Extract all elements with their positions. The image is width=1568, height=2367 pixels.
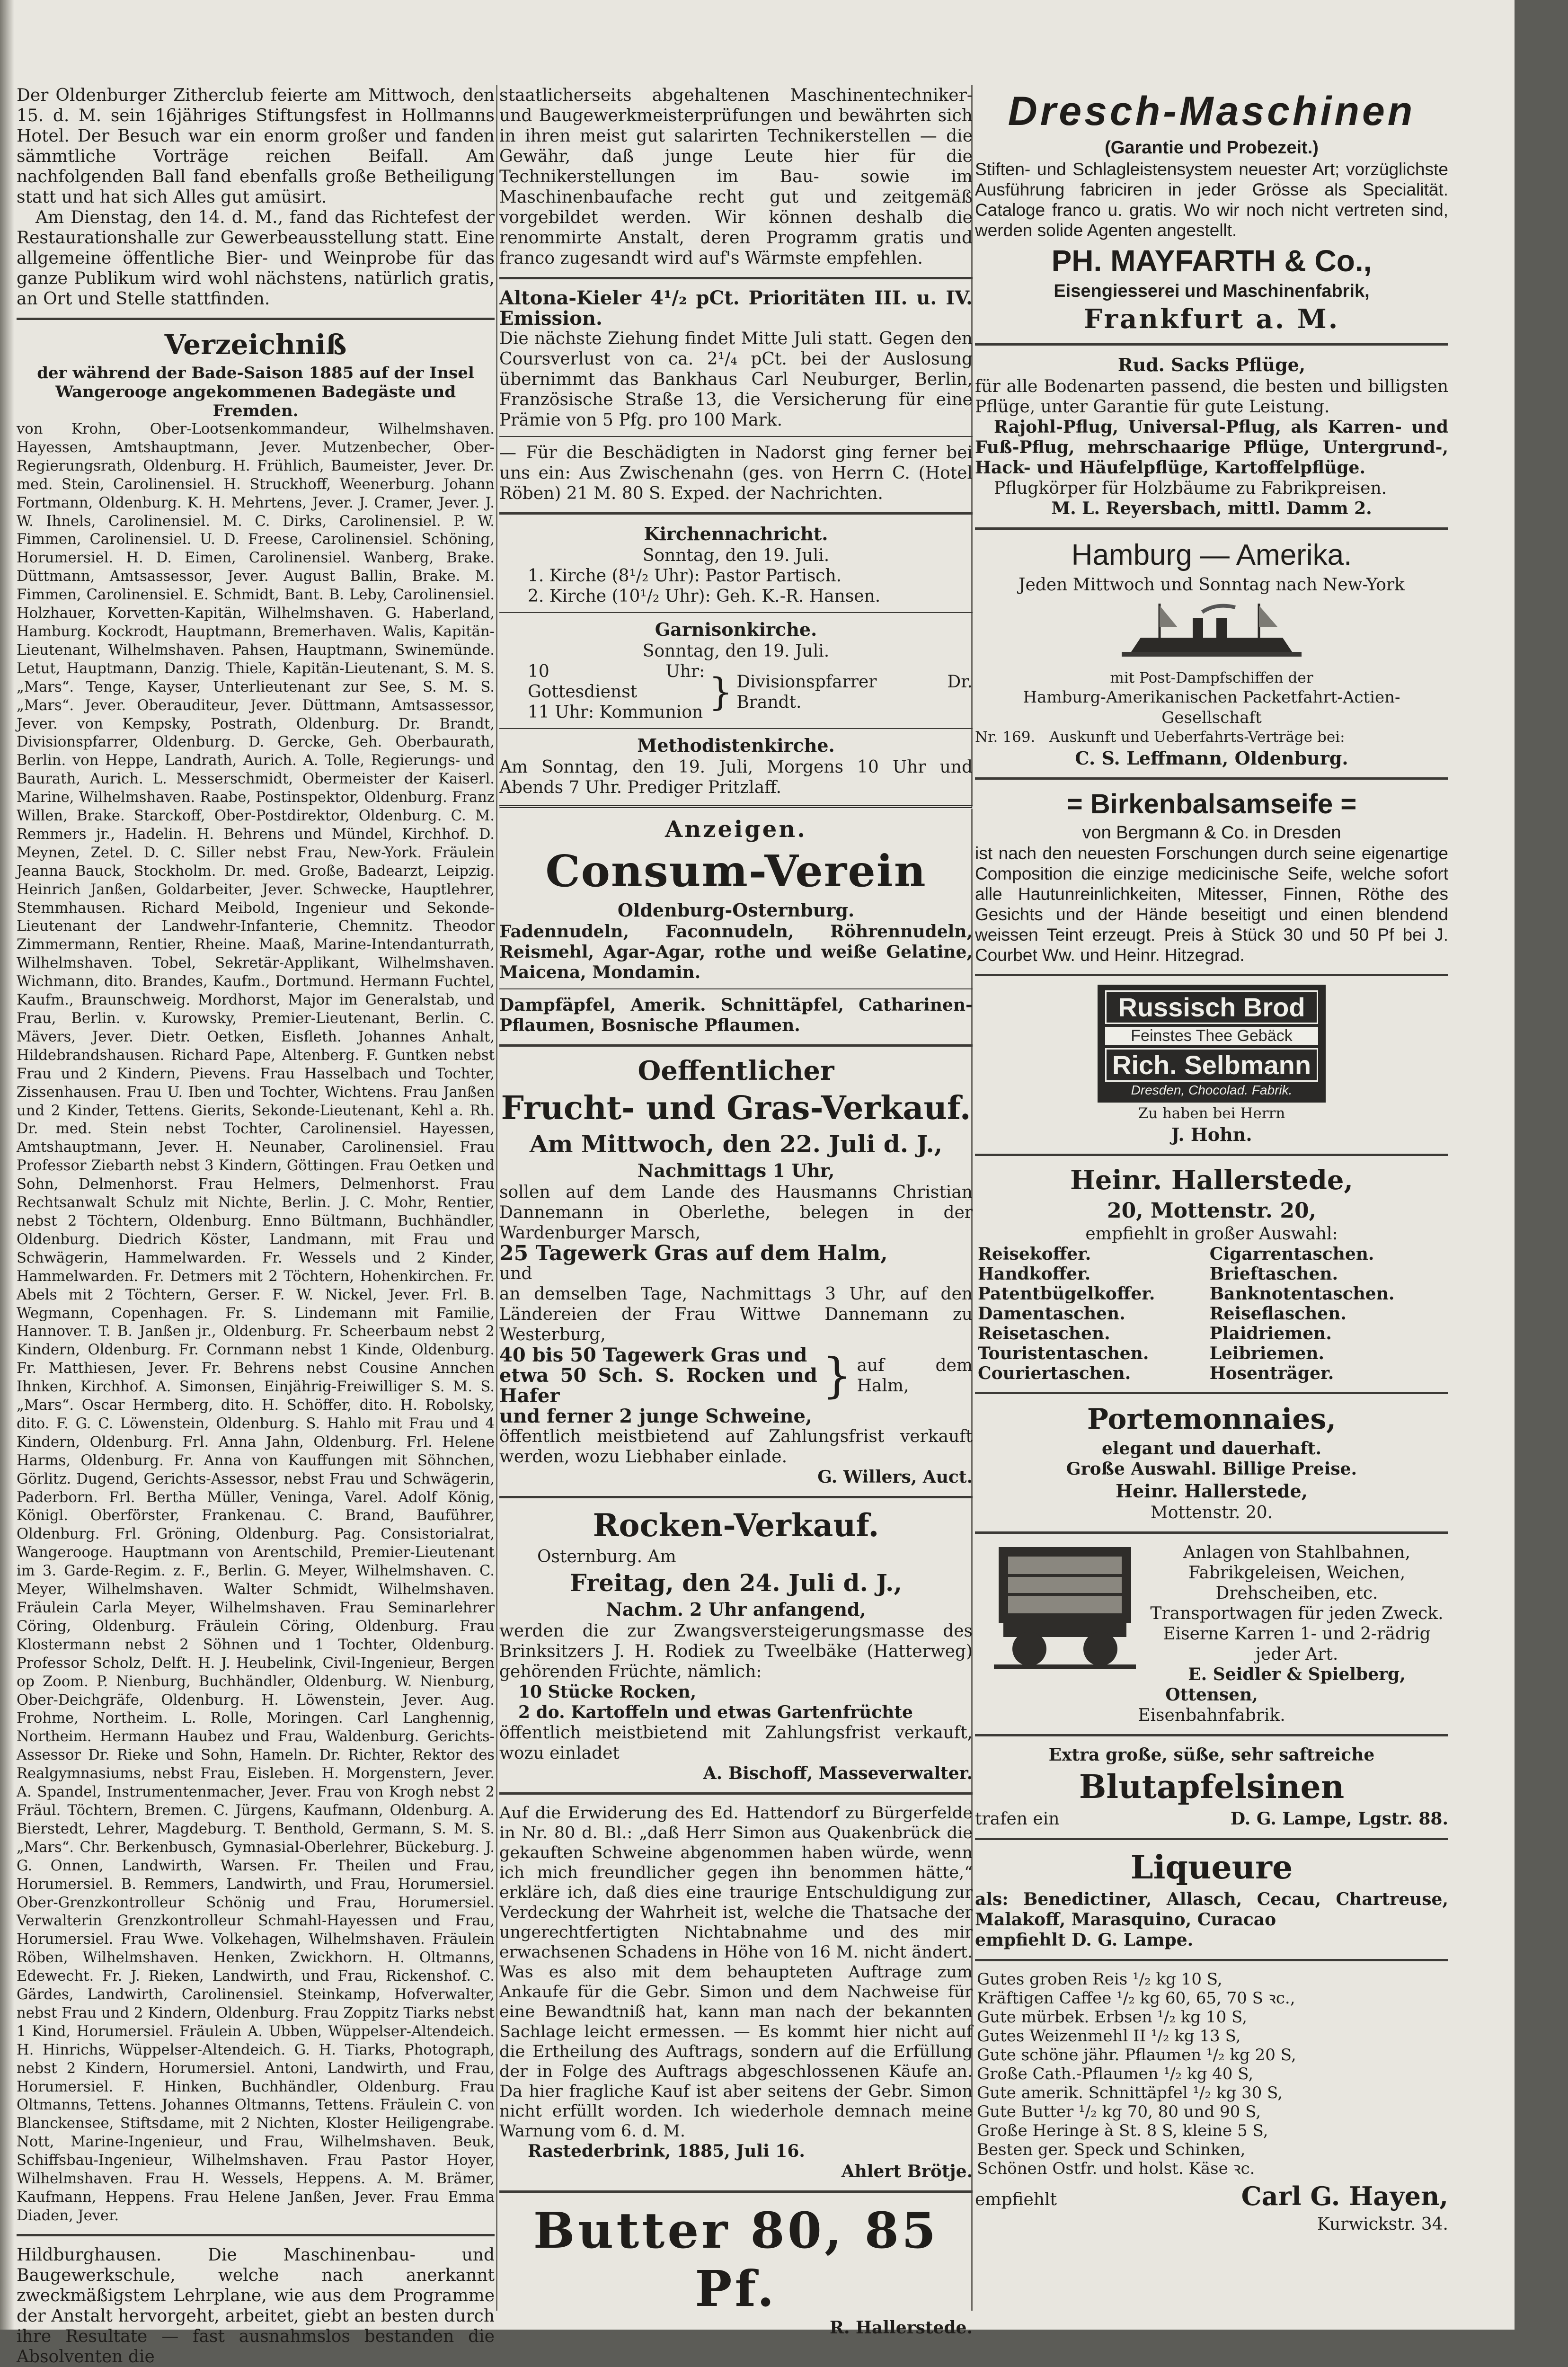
price-line: Gute schöne jähr. Pflaumen ¹/₂ kg 20 S, <box>977 2046 1296 2064</box>
logo-seller: J. Hohn. <box>1171 1124 1252 1145</box>
price-line: Gutes Weizenmehl II ¹/₂ kg 13 S, <box>977 2027 1241 2046</box>
frucht-side: auf dem Halm, <box>857 1355 973 1396</box>
liqueure-sign: empfiehlt D. G. Lampe. <box>975 1930 1194 1950</box>
hallerstede-title: Heinr. Hallerstede, <box>1070 1165 1354 1196</box>
divider <box>499 612 973 613</box>
item-cell: Leibriemen. <box>1209 1344 1325 1363</box>
frucht-date: Am Mittwoch, den 22. Juli d. J., <box>529 1130 943 1158</box>
item-cell: Reisetaschen. <box>978 1324 1110 1344</box>
divider <box>975 343 1448 346</box>
item-cell: Brieftaschen. <box>1209 1264 1338 1284</box>
price-line: Gute mürbek. Erbsen ¹/₂ kg 10 S, <box>977 2008 1247 2027</box>
hallerstede-items <box>975 1244 1448 1383</box>
table-row <box>975 2027 1448 2046</box>
rocken-time: Nachm. 2 Uhr anfangend, <box>606 1599 866 1620</box>
verzeichniss-title: Verzeichniß <box>164 329 347 361</box>
logo-available: Zu haben bei Herrn <box>1138 1105 1285 1122</box>
divider <box>499 988 973 989</box>
frucht-line-2: etwa 50 Sch. S. Rocken und Hafer <box>499 1364 817 1407</box>
dresch-title: Dresch-Maschinen <box>1008 89 1416 134</box>
anzeigen-heading: Anzeigen. <box>665 816 807 843</box>
divider <box>975 527 1448 530</box>
divider <box>499 1044 973 1047</box>
item-cell: Touristentaschen. <box>978 1344 1149 1363</box>
frucht-list <box>499 1345 973 1406</box>
table-row <box>975 1304 1448 1324</box>
garnison-times <box>499 661 973 722</box>
kirchen-line-1: 1. Kirche (8¹/₂ Uhr): Pastor Partisch. <box>528 566 842 586</box>
hamburg-title: Hamburg — Amerika. <box>1071 539 1352 571</box>
sack-sign: M. L. Reyersbach, mittl. Damm 2. <box>1051 498 1372 518</box>
butter-sign: R. Hallerstede. <box>830 2318 973 2338</box>
oeffentlicher: Oeffentlicher <box>638 1055 834 1086</box>
item-cell: Banknotentaschen. <box>1209 1284 1395 1304</box>
garnison-line-2: 11 Uhr: Kommunion <box>528 703 703 722</box>
divider <box>975 1959 1448 1961</box>
price-line: Besten ger. Speck und Schinken, <box>977 2140 1246 2159</box>
frucht-list-left <box>499 1345 817 1406</box>
frucht-body-2: an demselben Tage, Nachmittags 3 Uhr, auf den Ländereien der Frau Wittwe Dannemann zu Westerburg, <box>499 1284 973 1344</box>
hayen-price-list <box>975 1970 1448 2178</box>
frucht-time: Nachmittags 1 Uhr, <box>637 1160 835 1181</box>
kirchen-line-2: 2. Kirche (10¹/₂ Uhr): Geh. K.-R. Hansen. <box>528 587 881 606</box>
table-row <box>975 2046 1448 2064</box>
divider <box>499 1496 973 1498</box>
hayen-pre: empfiehlt <box>975 2190 1057 2209</box>
sack-body: für alle Bodenarten passend, die besten und billigsten Pflüge, unter Garantie für gute Leistung. <box>975 377 1448 417</box>
table-row <box>975 2102 1448 2121</box>
price-line: Gutes groben Reis ¹/₂ kg 10 S, <box>977 1970 1223 1989</box>
item-cell: Handkoffer. <box>978 1264 1091 1284</box>
rocken-line-1: 10 Stücke Rocken, <box>518 1682 697 1702</box>
garnison-line-1: 10 Uhr: Gottesdienst <box>528 662 705 702</box>
blutapfelsinen-title: Blutapfelsinen <box>1079 1768 1345 1806</box>
divider <box>499 728 973 729</box>
garnison-line-3: Divisionspfarrer Dr. Brandt. <box>736 672 973 712</box>
consum-subtitle: Oldenburg-Osternburg. <box>617 899 855 921</box>
divider <box>499 277 973 279</box>
guest-list: von Krohn, Ober-Lootsenkommandeur, Wilhelmshaven. Hayessen, Amtshauptmann, Jever. Mutzenbecher, Ober-Regierungsrath, Oldenburg. H. Frühlich, Baumeister, Jever. Dr. med. Stein, Carolinensiel. H. Struckhoff, Weenerburg. Johann Fortmann, Oldenburg. K. H. Mehrtens, Jever. J. Cramer, Jever. J. W. Ihnels, Carolinensiel. M. C. Dirks, Carolinensiel. P. W. Fimmen, Carolinensiel. U. D. Freese, Carolinensiel. Schöning, Horumersiel. H. D. Eimen, Carolinensiel. Wanberg, Brake. Düttmann, Amtsassessor, Jever. August Ballin, Brake. M. Fimmen, Carolinensiel. E. Schmidt, Bant. B. Leby, Carolinensiel. Holzhauer, Korvetten-Kapitän, Wilhelmshaven. G. Haberland, Hamburg. Kockrodt, Hauptmann, Bremerhaven. Walis, Kapitän-Lieutenant, Wilhelmshaven. Pahsen, Hauptmann, Swinemünde. Letut, Hauptmann, Danzig. Thiele, Kapitän-Lieutenant, S. M. S. „Mars“. Tenge, Kayser, Unterlieutenant zur See, S. M. S. „Mars“. Jever. Oberauditeur, Jever. Düttmann, Amtsassessor, Jever. von Kempsky, Postrath, Oldenburg. Dr. Brandt, Divisionspfarrer, Oldenburg. D. Gercke, Geh. Oberbaurath, Berlin. von Heppe, Landrath, Aurich. A. Tolle, Regierungs- und Baurath, Aurich. L. Messerschmidt, Obermeister der Kaiserl. Marine, Wilhelmshaven. Raabe, Postinspektor, Oldenburg. Franz Willen, Brake. Starckoff, Ober-Postdirektor, Oldenburg. C. M. Remmers jr., Hadelin. H. Behrens und Mündel, Kirchhof. D. Meynen, Zetel. D. C. Siller nebst Frau, New-York. Fräulein Jeanna Bauck, Stockholm. Dr. med. Große, Badearzt, Leipzig. Heinrich Janßen, Goldarbeiter, Jever. Schwecke, Hauptlehrer, Stemmhausen. Richard Meibold, Ingenieur und Sekonde-Lieutenant der Landwehr-Infanterie, Chemnitz. Theodor Zimmermann, Rentier, Rheine. Maaß, Marine-Intendanturrath, Wilhelmshaven. Tobel, Sekretär-Applikant, Wilhelmshaven. Wichmann, dito. Brandes, Kaufm., Dortmund. Hermann Fuchtel, Kaufm., Braunschweig. Mordhorst, Major im Generalstab, und Frau, Berlin. v. Kurowsky, Premier-Lieutenant, Berlin. C. Mävers, Jever. Dietr. Oetken, Eisfleth. Johannes Anhalt, Hildebrandshausen. Richard Pape, Altenberg. F. Guntken nebst Frau und 2 Kindern, Pievens. Frau Hasselbach und Tochter, Zissenhausen. Frau U. Iben und Tochter, Wichtens. Frau Janßen und 2 Kinder, Tettens. Gierits, Sekonde-Lieutenant, Kehl a. Rh. Dr. med. Stein nebst Tochter, Carolinensiel. Hayessen, Amtshauptmann, Jever. H. Neunaber, Carolinensiel. Frau Professor Ziebarth nebst 3 Kindern, Göttingen. Frau Oetken und Sohn, Delmenhorst. Frau Helmers, Delmenhorst. Frau Rechtsanwalt Schulz mit Nichte, Berlin. J. C. Mohr, Rentier, nebst 2 Töchtern, Oldenburg. Enno Bültmann, Buchhändler, Oldenburg. Diedrich Köster, Landmann, mit Frau und Schwägerin, Hammelwarden. Fr. Wessels und 2 Kinder, Hammelwarden. Fr. Detmers mit 2 Töchtern, Hohenkirchen. Fr. Abels mit 2 Töchtern, Gerser. F. W. Nickel, Jever. Frl. B. Wegmann, Copenhagen. Fr. S. Lindemann mit Familie, Hannover. T. B. Janßen jr., Oldenburg. Fr. Scheerbaum nebst 2 Kindern, Oldenburg. Fr. Cornmann nebst 1 Kinde, Oldenburg. Fr. Matthiesen, Jever. Fr. Behrens nebst Cousine Annchen Ihnken, Kirchhof. A. Simonsen, Einjährig-Freiwilliger S. M. S. „Mars“. Oscar Hermberg, dito. H. Schöffer, dito. H. Robolsky, dito. F. G. C. Löwenstein, Oldenburg. S. Hahlo mit Frau und 4 Kindern, Oldenburg. Frl. Anna Jahn, Oldenburg. Frl. Helene Harms, Oldenburg. Fr. Anna von Kauffungen mit Söhnchen, Görlitz. Dugend, Gerichts-Assessor, nebst Frau und Schwägerin, Paderborn. Frl. Bertha Müller, Veninga, Varel. Adolf König, Königl. Oberförster, Frankenau. C. Brand, Bauführer, Oldenburg. Frl. Gröning, Oldenburg. Pag. Consistorialrat, Wangerooge. Hauptmann von Arentschild, Premier-Lieutenant im 3. Garde-Regim. z. F., Berlin. G. Meyer, Wilhelmshaven. C. Meyer, Wilhelmshaven. Walter Schmidt, Wilhelmshaven. Fräulein Carla Meyer, Wilhelmshaven. Frau Seminarlehrer Cöring, Oldenburg. Fräulein Cöring, Oldenburg. Frau Klostermann nebst 2 Söhnen und 1 Tochter, Oldenburg. Professor Scholz, Delft. H. J. Heubelink, Civil-Ingenieur, Bergen op Zoom. P. Nienburg, Buchhändler, Oldenburg. W. Nienburg, Ober-Deichgräfe, Oldenburg. H. Löwenstein, Jever. Aug. Frohme, Northeim. L. Rolle, Moringen. Carl Langhennig, Northeim. Hermann Haubez und Frau, Waldenburg. Gerichts-Assessor Dr. Rieke und Sohn, Hameln. Dr. Richter, Rektor des Realgymnasiums, nebst Frau, Eisleben. H. Morgenstern, Jever. A. Spandel, Instrumentenmacher, Jever. Frau von Krogh nebst 2 Fräul. Töchtern, Bremen. C. Jürgens, Kaufmann, Oldenburg. A. Bierstedt, Lehrer, Magdeburg. T. Benthold, Germann, S. M. S. „Mars“. Chr. Berkenbusch, Gymnasial-Oberlehrer, Bückeburg. J. G. Onnen, Landwirth, Warsen. Fr. Theilen und Frau, Horumersiel. B. Remmers, Landwirth, und Frau, Horumersiel. Ober-Grenzkontrolleur Schönig und Frau, Horumersiel. Verwalterin Grenzkontrolleur Schmahl-Hayessen und Frau, Horumersiel. Frau Wwe. Volkehagen, Wilhelmshaven. Fräulein Röben, Wilhelmshaven. Henken, Zwickhorn. H. Oltmanns, Edewecht. Fr. J. Rieken, Landwirth, und Frau, Rickenshof. C. Gärdes, Landwirth, Carolinensiel. Steinkamp, Hofverwalter, nebst Frau und 2 Kindern, Oldenburg. Frau Zoppitz Tiarks nebst 1 Kind, Horumersiel. Fräulein A. Ubben, Wüppelser-Altendeich. H. Hinrichs, Wüppelser-Altendeich. G. H. Tiarks, Photograph, nebst 2 Kindern, Horumersiel. Antoni, Landwirth, und Frau, Horumersiel. F. Hinken, Buchhändler, Oldenburg. Frau Oltmanns, Tettens. Johannes Oltmanns, Tettens. Fräulein C. von Blanckensee, Stiftsdame, mit 2 Nichten, Kloster Heiligengrabe. Nott, Marine-Ingenieur, und Frau, Wilhelmshaven. Beuk, Schiffsbau-Ingenieur, Wilhelmshaven. Frau Pastor Hoyer, Wilhelmshaven. Frau H. Wessels, Heppens. A. M. Brämer, Kaufmann, Heppens. Frau Helene Janßen, Jever. Frau Emma Diaden, Jever. <box>17 421 495 2224</box>
blutapfelsinen-sign: D. G. Lampe, Lgstr. 88. <box>1230 1809 1448 1829</box>
divider <box>975 1531 1448 1534</box>
mayfarth-city: Frankfurt a. M. <box>1083 303 1340 335</box>
hamburg-auskunft: Auskunft und Ueberfahrts-Verträge bei: <box>1049 729 1345 746</box>
portemonnaies-title: Portemonnaies, <box>1087 1403 1337 1436</box>
blutapfelsinen-line <box>975 1809 1448 1829</box>
portemonnaies-body: Große Auswahl. Billige Preise. <box>1066 1459 1357 1479</box>
logo-line-3: Rich. Selbmann <box>1105 1048 1318 1082</box>
item-cell: Hosenträger. <box>1209 1363 1334 1383</box>
dresch-body: Stiften- und Schlagleistensystem neuester Art; vorzüglichste Ausführung fabriciren in jeder Grösse als Specialität. Cataloge franco u. gratis. Wo wir noch nicht vertreten sind, werden solide Agenten angestellt. <box>975 160 1448 240</box>
altona-heading: Altona-Kieler 4¹/₂ pCt. Prioritäten III. u. IV. Emission. <box>499 287 973 329</box>
table-row <box>975 1264 1448 1284</box>
divider <box>499 2190 973 2193</box>
item-cell: Cigarrentaschen. <box>1209 1244 1374 1264</box>
table-row <box>975 1363 1448 1383</box>
price-line: Gute Butter ¹/₂ kg 70, 80 und 90 S, <box>977 2102 1261 2121</box>
table-row <box>975 1324 1448 1344</box>
column-1 <box>17 85 495 2367</box>
dresch-subtitle: (Garantie und Probezeit.) <box>1105 138 1319 158</box>
frucht-line-1: 40 bis 50 Tagewerk Gras und <box>499 1344 807 1366</box>
table-row <box>975 1989 1448 2008</box>
rocken-body: werden die zur Zwangsversteigerungsmasse des Brinksitzers J. H. Rodiek zu Tweelbäke (Hatterweg) gehörenden Früchte, nämlich: <box>499 1621 973 1682</box>
rocken-sign: A. Bischoff, Masseverwalter. <box>703 1763 973 1783</box>
table-row <box>975 2008 1448 2027</box>
seidler-ad <box>975 1542 1448 1726</box>
erwiderung-sign: Ahlert Brötje. <box>841 2162 973 2181</box>
russisch-brod-logo <box>1098 985 1326 1103</box>
column-2 <box>499 85 973 2338</box>
frucht-gras: 25 Tagewerk Gras auf dem Halm, <box>499 1241 888 1265</box>
blutapfelsinen-arrived: trafen ein <box>975 1809 1060 1829</box>
blutapfelsinen-pre: Extra große, süße, sehr saftreiche <box>1048 1745 1375 1765</box>
divider <box>975 1392 1448 1394</box>
hayen-address: Kurwickstr. 34. <box>1317 2215 1448 2234</box>
kirchen-title: Kirchennachricht. <box>644 523 828 544</box>
table-row <box>975 1970 1448 1989</box>
divider <box>499 805 973 809</box>
mayfarth-subtitle: Eisengiesserei und Maschinenfabrik, <box>1054 281 1370 301</box>
sack-body-3: Pflugkörper für Holzbäume zu Fabrikpreisen. <box>994 479 1387 498</box>
mayfarth-name: PH. MAYFARTH & Co., <box>1051 244 1372 278</box>
garnison-times-left <box>528 661 705 722</box>
mine-cart-icon <box>994 1542 1136 1675</box>
zitherclub-note: Der Oldenburger Zitherclub feierte am Mittwoch, den 15. d. M. sein 16jähriges Stiftungsfest in Hollmanns Hotel. Der Besuch war ein enorm großer und fanden sämmtliche Vorträge reichen Beifall. Am nachfolgenden Ball fand ebenfalls große Betheiligung statt und hat sich Alles gut amüsirt. <box>17 86 495 207</box>
frucht-sign: G. Willers, Auct. <box>817 1467 973 1487</box>
hamburg-agent: C. S. Leffmann, Oldenburg. <box>1075 747 1348 769</box>
birken-title: = Birkenbalsamseife = <box>1066 789 1357 819</box>
divider <box>499 436 973 437</box>
frucht-title: Frucht- und Gras-Verkauf. <box>501 1089 971 1127</box>
frucht-line-3: und ferner 2 junge Schweine, <box>499 1405 812 1427</box>
consum-body-2: Dampfäpfel, Amerik. Schnittäpfel, Catharinen-Pflaumen, Bosnische Pflaumen. <box>499 995 973 1035</box>
divider <box>17 318 495 320</box>
kirchen-date: Sonntag, den 19. Juli. <box>642 546 830 565</box>
table-row <box>975 1284 1448 1304</box>
item-cell: Plaidriemen. <box>1209 1324 1332 1344</box>
seidler-body: Anlagen von Stahlbahnen, Fabrikgeleisen, Weichen, Drehscheiben, etc. Transportwagen für jeden Zweck. Eiserne Karren 1- und 2-rädrig jeder Art. <box>1150 1543 1444 1664</box>
sack-body-2: Rajohl-Pflug, Universal-Pflug, als Karren- und Fuß-Pflug, mehrschaarige Pflüge, Untergrund-, Hack- und Häufelpflüge, Kartoffelpflüge. <box>975 417 1448 478</box>
beschaedigten-note: — Für die Beschädigten in Nadorst ging ferner bei uns ein: Aus Zwischenahn (ges. von Herrn C. (Hotel Röben) 21 M. 80 S. Exped. der Nachrichten. <box>499 443 973 503</box>
table-row <box>975 1344 1448 1363</box>
column-rule <box>496 85 497 2311</box>
item-cell: Reiseflaschen. <box>1209 1304 1347 1324</box>
birken-body: ist nach den neuesten Forschungen durch seine eigenartige Composition die einzige medicinische Seife, welche sofort alle Hautunreinlichkeiten, Mitesser, Finnen, Röthe des Gesichts und der Hände beseitigt und einen blendend weissen Teint erzeugt. Preis à Stück 30 und 50 Pf bei J. Courbet Ww. und Heinr. Hitzegrad. <box>975 844 1448 965</box>
divider <box>499 1792 973 1795</box>
rocken-line-2: 2 do. Kartoffeln und etwas Gartenfrüchte <box>518 1702 913 1722</box>
hamburg-subtitle: Jeden Mittwoch und Sonntag nach New-York <box>1019 575 1405 595</box>
hallerstede-subtitle: empfiehlt in großer Auswahl: <box>1085 1224 1338 1244</box>
price-line: Große Cath.-Pflaumen ¹/₂ kg 40 S, <box>977 2064 1254 2083</box>
liqueure-body: als: Benedictiner, Allasch, Cecau, Chartreuse, Malakoff, Marasquino, Curacao <box>975 1889 1448 1930</box>
table-row <box>975 2064 1448 2083</box>
hayen-sign: Carl G. Hayen, <box>1241 2181 1448 2211</box>
altona-body: Die nächste Ziehung findet Mitte Juli statt. Gegen den Coursverlust von ca. 2¹/₄ pCt. bei der Auslosung übernimmt das Bankhaus Carl Neuburger, Berlin, Französische Straße 13, die Versicherung für eine Prämie von 5 Pfg. pro 100 Mark. <box>499 329 973 430</box>
consum-body: Fadennudeln, Faconnudeln, Röhrennudeln, Reismehl, Agar-Agar, rothe und weiße Gelatine, Maicena, Mondamin. <box>499 922 973 982</box>
price-line: Gute amerik. Schnittäpfel ¹/₂ kg 30 S, <box>977 2083 1283 2102</box>
hamburg-mit: mit Post-Dampfschiffen der <box>1110 669 1313 686</box>
liqueure-title: Liqueure <box>1130 1849 1293 1886</box>
sack-title: Rud. Sacks Pflüge, <box>1117 354 1306 375</box>
divider <box>975 1838 1448 1840</box>
verzeichniss-subtitle: der während der Bade-Saison 1885 auf der Insel Wangerooge angekommenen Badegäste und Fremden. <box>37 364 474 420</box>
rocken-end: öffentlich meistbietend mit Zahlungsfrist verkauft, wozu einladet <box>499 1723 973 1763</box>
item-cell: Patentbügelkoffer. <box>978 1284 1155 1304</box>
rocken-date: Freitag, den 24. Juli d. J., <box>570 1569 902 1597</box>
divider <box>975 974 1448 976</box>
hallerstede-address: 20, Mottenstr. 20, <box>1107 1199 1316 1223</box>
logo-line-1: Russisch Brod <box>1105 990 1318 1024</box>
seidler-sign: E. Seidler & Spielberg, Ottensen, <box>1165 1664 1406 1705</box>
column-3 <box>975 85 1448 2311</box>
birken-maker: von Bergmann & Co. in Dresden <box>1082 823 1341 843</box>
steamship-icon <box>1122 599 1302 665</box>
butter-price: Butter 80, 85 Pf. <box>533 2201 939 2318</box>
divider <box>17 2234 495 2236</box>
garnison-title: Garnisonkirche. <box>655 619 817 640</box>
garnison-date: Sonntag, den 19. Juli. <box>642 641 830 661</box>
brace: } <box>709 669 733 714</box>
frucht-end: öffentlich meistbietend auf Zahlungsfrist verkauft werden, wozu Liebhaber einlade. <box>499 1427 973 1467</box>
baugewerkschule-note-cont: staatlicherseits abgehaltenen Maschinentechniker- und Baugewerkmeisterprüfungen und bewährten sich in ihren meist gut salarirten Technikerstellen — die Gewähr, daß junge Leute hier für die Technikerstellungen im Bau- sowie im Maschinenbaufache recht gut und zeitgemäß vorgebildet werden. Wir können deshalb die renommirte Anstalt, deren Programm gratis und franco zugesandt wird auf's Wärmste empfehlen. <box>499 86 973 268</box>
hamburg-nr: Nr. 169. <box>975 729 1036 746</box>
erwiderung-place: Rastederbrink, 1885, Juli 16. <box>528 2141 805 2161</box>
seidler-subtitle: Eisenbahnfabrik. <box>1138 1706 1285 1725</box>
item-cell: Couriertaschen. <box>978 1363 1131 1383</box>
table-row <box>975 1244 1448 1264</box>
rocken-title: Rocken-Verkauf. <box>593 1507 879 1544</box>
divider <box>975 1154 1448 1156</box>
item-cell: Reisekoffer. <box>978 1244 1091 1264</box>
portemonnaies-address: Mottenstr. 20. <box>1150 1503 1273 1522</box>
table-row <box>975 2140 1448 2159</box>
erwiderung: Auf die Erwiderung des Ed. Hattendorf zu Bürgerfelde in Nr. 80 d. Bl.: „daß Herr Simon aus Quakenbrück die gekauften Schweine abgenommen haben würde, wenn ich mich freundlicher gegen ihn benommen hätte,“ erkläre ich, daß dies eine traurige Entschuldigung zur Verdeckung der Wahrheit ist, welche die Thatsache der ungerechtfertigten Nichtabnahme und des mir erwachsenen Schadens in Höhe von 16 M. nicht ändert. Was es also mit dem behaupteten Auftrage zum Ankaufe für die Gebr. Simon und dem Nachweise für eine Bewandtniß hat, kann man nach der bekannten Sachlage leicht ermessen. — Es kommt hier nicht auf die Ertheilung des Auftrags, sondern auf die Erfüllung der in Folge des Auftrags abgeschlossenen Käufe an. Da hier fragliche Kauf ist aber seitens der Gebr. Simon nicht erfüllt worden. Ich wiederhole demnach meine Warnung vom 6. d. M. <box>499 1804 973 2141</box>
divider <box>975 1734 1448 1736</box>
frucht-body: sollen auf dem Lande des Hausmanns Christian Dannemann in Oberlethe, belegen in der Wardenburger Marsch, <box>499 1183 973 1243</box>
portemonnaies-sign: Heinr. Hallerstede, <box>1116 1480 1308 1502</box>
divider <box>499 512 973 515</box>
consum-title: Consum-Verein <box>545 845 927 897</box>
hamburg-info <box>975 728 1448 747</box>
method-title: Methodistenkirche. <box>637 735 835 756</box>
portemonnaies-subtitle: elegant und dauerhaft. <box>1101 1439 1322 1459</box>
table-row <box>975 2121 1448 2140</box>
price-line: Schönen Ostfr. und holst. Käse ꝛc. <box>977 2159 1255 2178</box>
table-row <box>975 2083 1448 2102</box>
price-line: Kräftigen Caffee ¹/₂ kg 60, 65, 70 S ꝛc., <box>977 1989 1295 2008</box>
baugewerkschule-note: Hildburghausen. Die Maschinenbau- und Baugewerkschule, welche nach anerkannt zweckmäßigstem Lehrplane, wie aus dem Programme der Anstalt hervorgeht, arbeitet, giebt an besten durch ihre Resultate — fast ausnahmslos bestanden die Absolventen die <box>17 2245 495 2367</box>
brace: } <box>822 1348 852 1403</box>
divider <box>975 777 1448 780</box>
table-row <box>975 2159 1448 2178</box>
frucht-und: und <box>499 1264 532 1283</box>
method-body: Am Sonntag, den 19. Juli, Morgens 10 Uhr und Abends 7 Uhr. Prediger Pritzlaff. <box>499 757 973 797</box>
price-line: Große Heringe à St. 8 S, kleine 5 S, <box>977 2121 1268 2140</box>
hayen-sign-row <box>975 2178 1448 2214</box>
logo-line-4: Dresden, Chocolad. Fabrik. <box>1131 1083 1293 1097</box>
item-cell: Damentaschen. <box>978 1304 1125 1324</box>
logo-line-2: Feinstes Thee Gebäck <box>1105 1027 1318 1045</box>
rocken-place: Osternburg. Am <box>537 1547 676 1566</box>
richtfest-note: Am Dienstag, den 14. d. M., fand das Richtefest der Restaurationshalle zur Gewerbeausstellung statt. Eine allgemeine öffentliche Bier- und Weinprobe für das ganze Publikum wird wohl nächstens, natürlich gratis, an Ort und Stelle stattfinden. <box>17 208 495 309</box>
hamburg-line: Hamburg-Amerikanischen Packetfahrt-Actien-Gesellschaft <box>1023 688 1400 727</box>
